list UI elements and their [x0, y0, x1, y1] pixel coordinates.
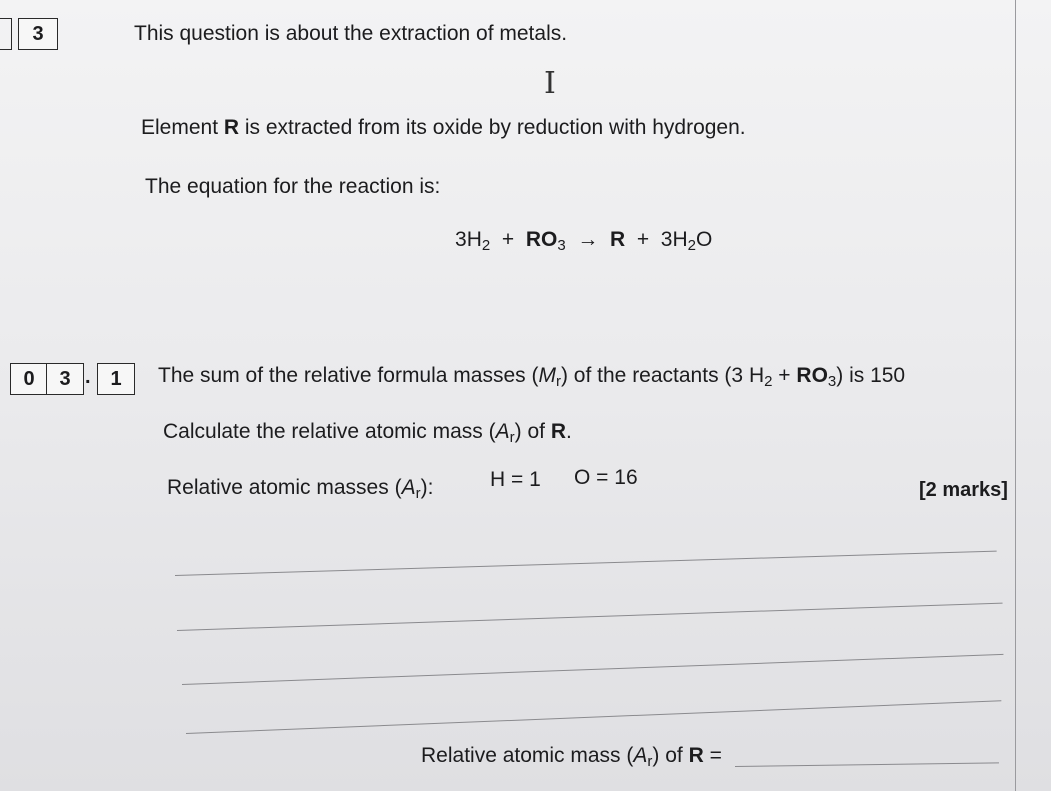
page-border-right — [1015, 0, 1016, 791]
hydrogen-mass: H = 1 — [490, 468, 541, 491]
part-line-relative-masses: Relative atomic masses $(A_r)$: — [167, 476, 434, 502]
reaction-equation: $3H_2 + RO_3 \to R + 3H_2O$ — [455, 228, 713, 254]
question-number-edge — [0, 18, 12, 50]
answer-line-2 — [177, 603, 1003, 631]
answer-line-3 — [182, 654, 1003, 685]
answer-label: Relative atomic mass $(A_r)$ of R = — [421, 744, 722, 770]
part-box-0: 0 — [10, 363, 48, 395]
question-number-box: 3 — [18, 18, 58, 50]
text-cursor-icon: I — [544, 66, 556, 101]
part-box-3: 3 — [46, 363, 84, 395]
part-dot: . — [85, 366, 91, 388]
answer-final-line — [735, 762, 999, 767]
equation-intro: The equation for the reaction is: — [145, 175, 441, 198]
part-line-sum-masses: The sum of the relative formula masses $(M_r)$ of the reactants (3 $H_2 + RO_3$) is 150 — [158, 364, 906, 390]
answer-line-1 — [175, 551, 997, 576]
question-intro: This question is about the extraction of metals. — [134, 22, 568, 45]
element-sentence: Element R is extracted from its oxide by reduction with hydrogen. — [141, 116, 746, 139]
part-box-1: 1 — [97, 363, 135, 395]
oxygen-mass: O = 16 — [574, 466, 638, 489]
part-line-calculate: Calculate the relative atomic mass $(A_r)$ of R. — [163, 420, 572, 446]
element-r: R — [223, 116, 240, 139]
answer-line-4 — [186, 700, 1001, 734]
marks-label: [2 marks] — [919, 479, 1008, 501]
